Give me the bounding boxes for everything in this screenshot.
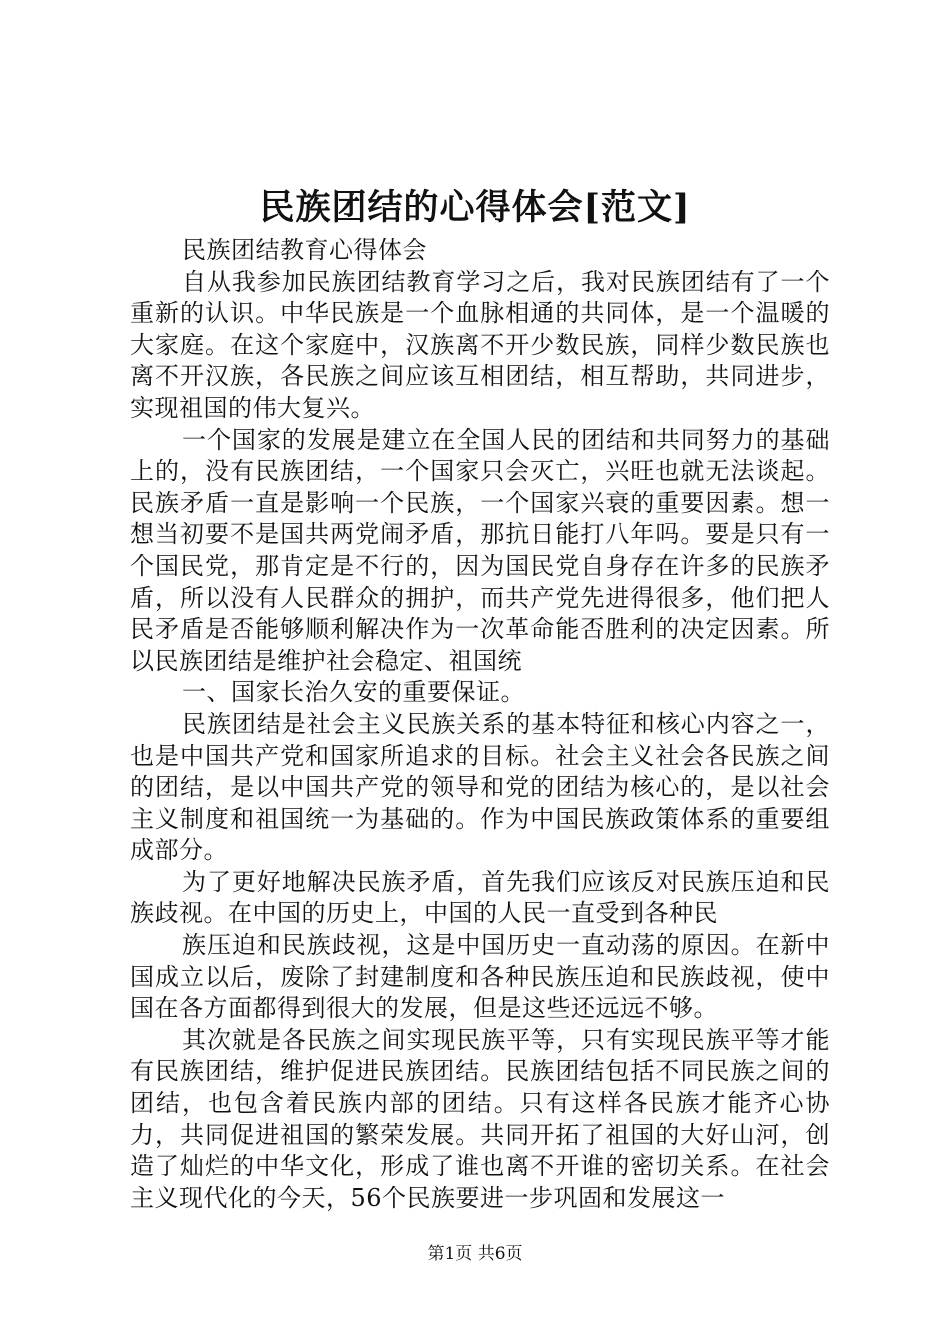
- page-number-footer: 第1页 共6页: [427, 1244, 523, 1264]
- document-title: 民族团结的心得体会[范文]: [259, 187, 691, 228]
- paragraph: 族压迫和民族歧视，这是中国历史一直动荡的原因。在新中国成立以后，废除了封建制度和各种民族压迫和民族歧视，使中国在各方面都得到很大的发展，但是这些还远远不够。: [130, 931, 830, 1023]
- paragraph: 民族团结是社会主义民族关系的基本特征和核心内容之一，也是中国共产党和国家所追求的目标。社会主义社会各民族之间的团结，是以中国共产党的领导和党的团结为核心的，是以社会主义制度和祖国统一为基础的。作为中国民族政策体系的重要组成部分。: [130, 709, 830, 865]
- paragraph: 一、国家长治久安的重要保证。: [182, 678, 525, 707]
- paragraph: 自从我参加民族团结教育学习之后，我对民族团结有了一个重新的认识。中华民族是一个血脉相通的共同体，是一个温暖的大家庭。在这个家庭中，汉族离不开少数民族，同样少数民族也离不开汉族，各民族之间应该互相团结，相互帮助，共同进步，实现祖国的伟大复兴。: [130, 267, 830, 422]
- paragraph: 其次就是各民族之间实现民族平等，只有实现民族平等才能有民族团结，维护促进民族团结。民族团结包括不同民族之间的团结，也包含着民族内部的团结。只有这样各民族才能齐心协力，共同促进祖国的繁荣发展。共同开拓了祖国的大好山河，创造了灿烂的中华文化，形成了谁也离不开谁的密切关系。在社会主义现代化的今天，56个民族要进一步巩固和发展这一: [130, 1025, 830, 1212]
- paragraph-subtitle: 民族团结教育心得体会: [182, 236, 427, 264]
- document-body: [130, 235, 830, 1214]
- paragraph: 为了更好地解决民族矛盾，首先我们应该反对民族压迫和民族歧视。在中国的历史上，中国的人民一直受到各种民: [130, 867, 830, 928]
- paragraph: 一个国家的发展是建立在全国人民的团结和共同努力的基础上的，没有民族团结，一个国家只会灭亡，兴旺也就无法谈起。民族矛盾一直是影响一个民族，一个国家兴衰的重要因素。想一想当初要不是国共两党闹矛盾，那抗日能打八年吗。要是只有一个国民党，那肯定是不行的，因为国民党自身存在许多的民族矛盾，所以没有人民群众的拥护，而共产党先进得很多，他们把人民矛盾是否能够顺利解决作为一次革命能否胜利的决定因素。所以民族团结是维护社会稳定、祖国统: [130, 425, 830, 675]
